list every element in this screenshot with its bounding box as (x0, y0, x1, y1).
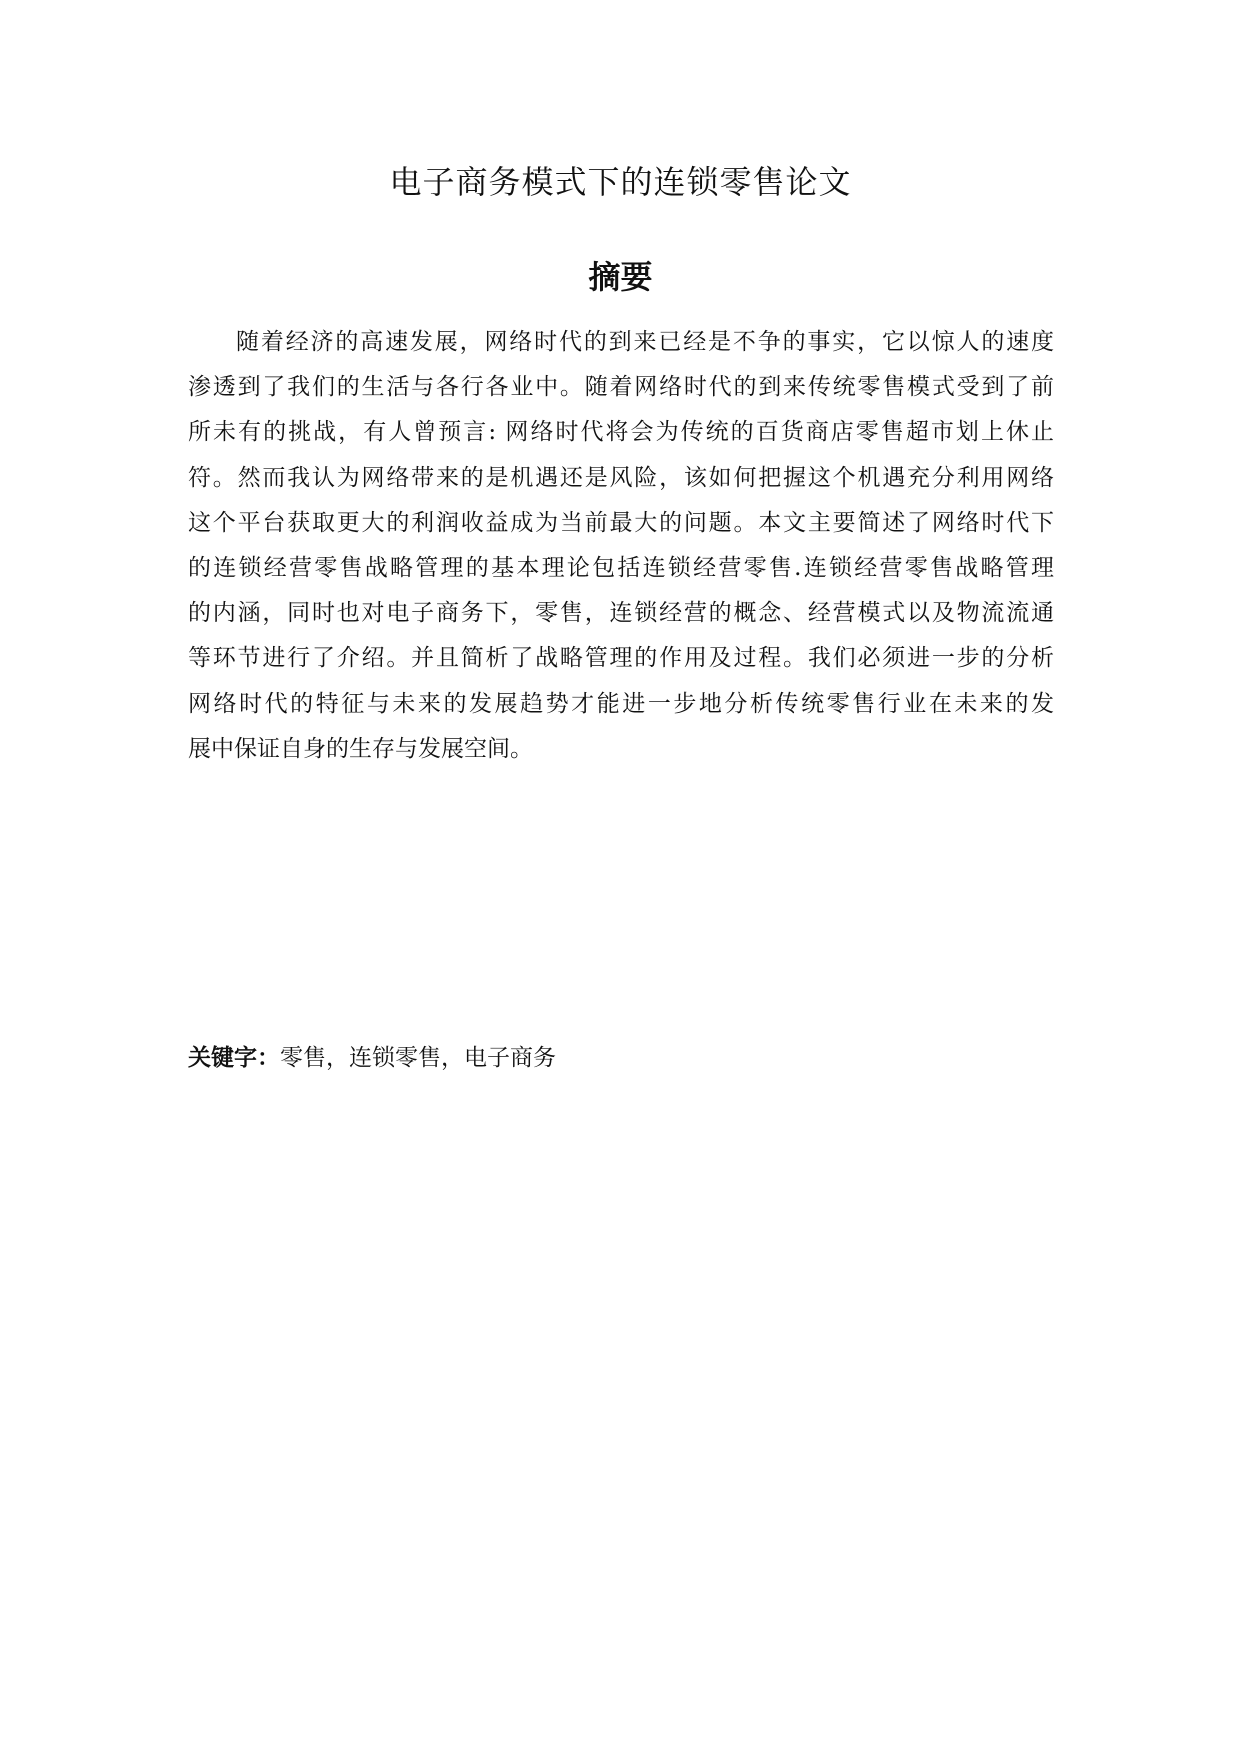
keywords-value: 零售，连锁零售，电子商务 (280, 1045, 556, 1071)
abstract-line: 随着经济的高速发展，网络时代的到来已经是不争的事实，它以惊人的速度 (236, 329, 1054, 355)
abstract-line: 的内涵，同时也对电子商务下，零售，连锁经营的概念、经营模式以及物流流通 (188, 600, 1054, 627)
abstract-line: 等环节进行了介绍。并且简析了战略管理的作用及过程。我们必须进一步的分析 (188, 645, 1054, 672)
abstract-paragraph (188, 320, 1054, 772)
document-title: 电子商务模式下的连锁零售论文 (389, 163, 852, 201)
abstract-line: 展中保证自身的生存与发展空间。 (188, 735, 533, 762)
abstract-line: 网络时代的特征与未来的发展趋势才能进一步地分析传统零售行业在未来的发 (188, 690, 1054, 717)
abstract-line: 的连锁经营零售战略管理的基本理论包括连锁经营零售.连锁经营零售战略管理 (188, 555, 1054, 582)
abstract-line: 符。然而我认为网络带来的是机遇还是风险，该如何把握这个机遇充分利用网络 (188, 464, 1054, 491)
keywords-line (188, 1036, 1054, 1081)
abstract-line: 这个平台获取更大的利润收益成为当前最大的问题。本文主要简述了网络时代下 (188, 509, 1054, 536)
abstract-line: 所未有的挑战，有人曾预言: 网络时代将会为传统的百货商店零售超市划上休止 (188, 419, 1054, 446)
keywords-label: 关键字： (188, 1045, 280, 1071)
abstract-line: 渗透到了我们的生活与各行各业中。随着网络时代的到来传统零售模式受到了前 (188, 374, 1054, 401)
abstract-heading: 摘要 (588, 258, 653, 296)
